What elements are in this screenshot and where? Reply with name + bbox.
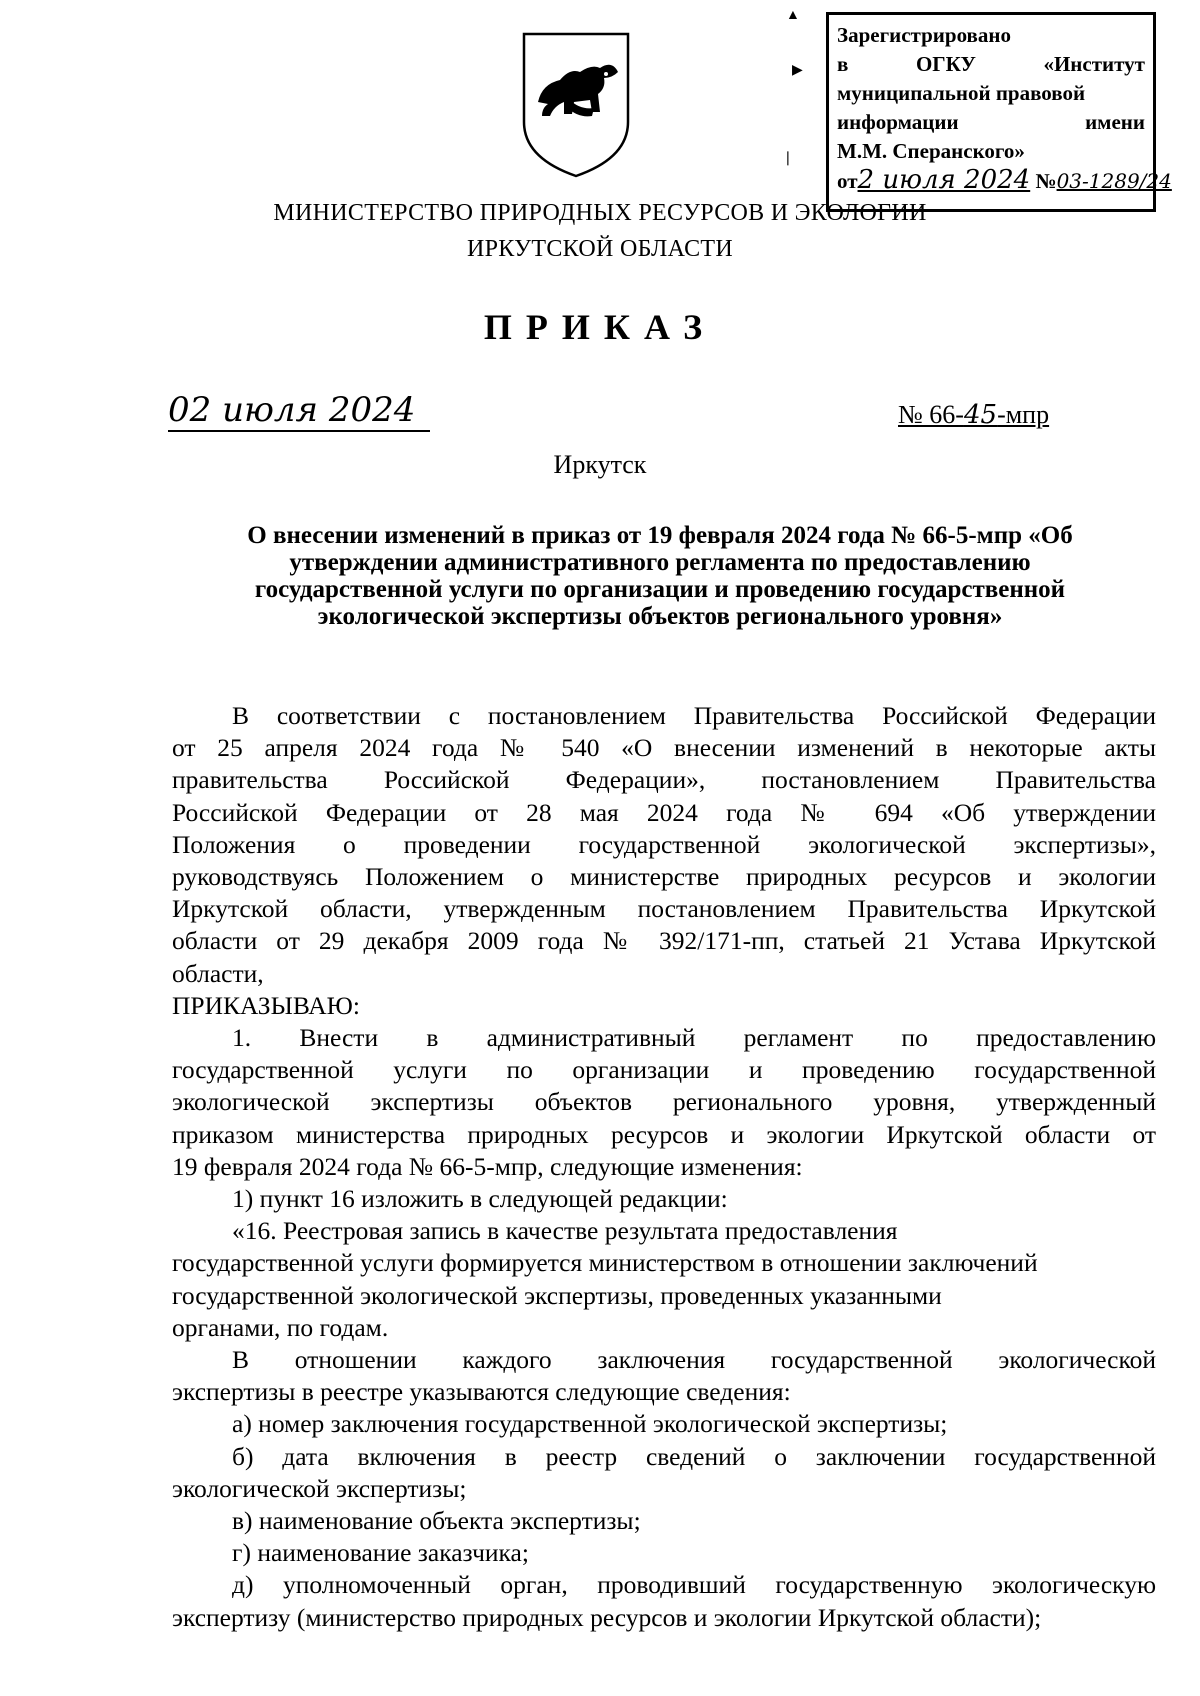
body-line: государственной услуги формируется министерством в отношении заключений (172, 1248, 1038, 1278)
body-line: правительства Российской Федерации», постановлением Правительства (172, 765, 1156, 795)
list-item: а) номер заключения государственной экологической экспертизы; (232, 1409, 948, 1439)
body-line: государственной экологической экспертизы, проведенных указанными (172, 1280, 942, 1310)
ministry-name-line1: МИНИСТЕРСТВО ПРИРОДНЫХ РЕСУРСОВ И ЭКОЛОГИИ (273, 200, 927, 226)
stamp-handwritten-number: 03-1289/24 (1056, 169, 1172, 193)
body-line: экологической экспертизы объектов регионального уровня, утвержденный (172, 1087, 1156, 1117)
stamp-line-information: информации имени (837, 110, 1145, 134)
body-line: Российской Федерации от 28 мая 2024 года № 694 «Об утверждении (172, 797, 1156, 827)
body-line: «16. Реестровая запись в качестве результата предоставления (232, 1216, 898, 1246)
order-heading: О внесении изменений в приказ от 19 февраля 2024 года № 66-5-мпр «Об утверждении административного регламента по предоставлению государственной услуги по организации и проведению государственной экологической экспертизы объектов регионального уровня» (247, 522, 1073, 630)
body-line: В соответствии с постановлением Правительства Российской Федерации (232, 701, 1156, 730)
city-name: Иркутск (553, 450, 647, 479)
scan-mark: ▶ (792, 63, 803, 78)
body-line: области, (172, 958, 264, 988)
body-line: В отношении каждого заключения государственной экологической (232, 1345, 1156, 1375)
body-line: области от 29 декабря 2009 года № 392/171-пп, статьей 21 Устава Иркутской (172, 926, 1156, 956)
scan-mark: ❘ (782, 151, 794, 166)
body-line: экспертизы в реестре указываются следующие сведения: (172, 1377, 791, 1407)
stamp-line-municipal: муниципальной правовой (837, 81, 1086, 105)
body-line: 19 февраля 2024 года № 66-5-мпр, следующие изменения: (172, 1151, 803, 1181)
list-item: в) наименование объекта экспертизы; (232, 1506, 641, 1536)
body-line: Иркутской области, утвержденным постановлением Правительства Иркутской (172, 894, 1156, 924)
document-type-title: ПРИКАЗ (483, 307, 717, 347)
list-item: г) наименование заказчика; (232, 1538, 529, 1568)
stamp-registration-date: от2 июля 2024 №03-1289/24 (837, 165, 1172, 195)
stamp-line-org: в ОГКУ «Институт (837, 52, 1145, 76)
scan-mark: ▲ (786, 8, 800, 23)
coat-of-arms-icon (520, 30, 632, 180)
order-date-handwritten: 02 июля 2024 (168, 390, 430, 432)
body-line: от 25 апреля 2024 года № 540 «О внесении изменений в некоторые акты (172, 733, 1156, 763)
body-line: руководствуясь Положением о министерстве природных ресурсов и экологии (172, 862, 1156, 892)
order-number: № 66-45-мпр (898, 400, 1050, 430)
body-line: государственной услуги по организации и проведению государственной (172, 1055, 1156, 1085)
stamp-handwritten-date: 2 июля 2024 (857, 165, 1031, 195)
stamp-line-speransky: М.М. Сперанского» (837, 139, 1025, 163)
orders-label: ПРИКАЗЫВАЮ: (172, 990, 360, 1020)
list-item: экспертизу (министерство природных ресурсов и экологии Иркутской области); (172, 1602, 1042, 1632)
list-item: д) уполномоченный орган, проводивший государственную экологическую (232, 1570, 1156, 1600)
ministry-name-line2: ИРКУТСКОЙ ОБЛАСТИ (467, 236, 733, 262)
registration-stamp (826, 12, 1172, 212)
stamp-line-registered: Зарегистрировано (837, 23, 1011, 47)
body-line: органами, по годам. (172, 1312, 389, 1342)
body-line: Положения о проведении государственной экологической экспертизы», (172, 829, 1156, 859)
body-line: приказом министерства природных ресурсов и экологии Иркутской области от (172, 1119, 1156, 1149)
document-body (172, 700, 1156, 1634)
order-number-handwritten: 45 (963, 400, 998, 430)
body-line: 1) пункт 16 изложить в следующей редакции: (232, 1184, 728, 1214)
body-line: 1. Внести в административный регламент по предоставлению (232, 1023, 1156, 1053)
list-item: экологической экспертизы; (172, 1473, 467, 1503)
list-item: б) дата включения в реестр сведений о заключении государственной (232, 1441, 1156, 1471)
